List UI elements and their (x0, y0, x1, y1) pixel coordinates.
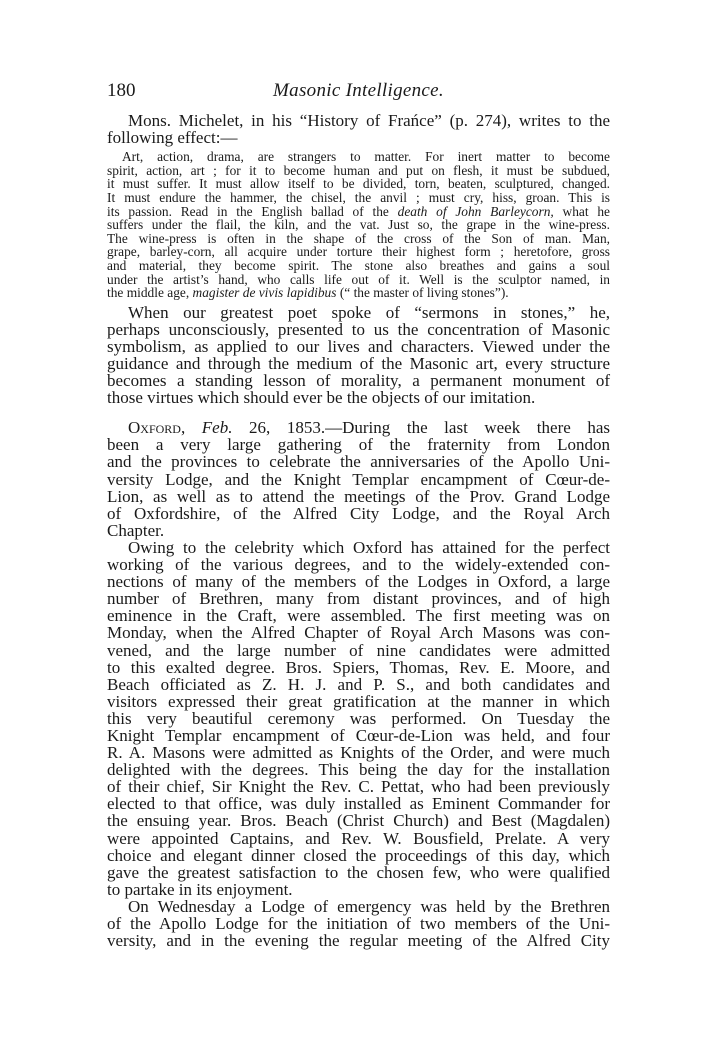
text-line: symbolism, as applied to our lives and characters. Viewed under the (107, 336, 610, 356)
text-line: following effect:— (107, 128, 238, 148)
text-line: On Wednesday a Lodge of emergency was held by the Brethren (128, 896, 610, 916)
text-line: Knight Templar encampment of Cœur-de-Lion was held, and four (107, 725, 610, 745)
page-header (107, 80, 610, 102)
latin-phrase: magister de vivis lapidibus (192, 285, 337, 301)
text-line: versity, and in the evening the regular meeting of the Alfred City (107, 931, 610, 951)
quote-line (107, 286, 610, 300)
block-quote (107, 150, 610, 300)
quote-line: grape, barley-corn, all acquire under torture their highest form ; heretofore, gross (107, 244, 610, 260)
quote-line: Art, action, drama, are strangers to matter. For inert matter to become (122, 149, 610, 165)
intro-paragraph (107, 112, 610, 146)
quote-line (107, 205, 610, 219)
quote-line: The wine-press is often in the shape of the cross of the Son of man. Man, (107, 230, 610, 246)
paragraph-wednesday (107, 898, 610, 949)
text-line: elected to that office, was duly installed as Eminent Commander for (107, 794, 610, 814)
text-line: Monday, when the Alfred Chapter of Royal Arch Masons was con- (107, 623, 610, 643)
text-line: eminence in the Craft, were assembled. The first meeting was on (107, 606, 610, 626)
text-line: to this exalted degree. Bros. Spiers, Thomas, Rev. E. Moore, and (107, 657, 610, 677)
text-line: those virtues which should ever be the objects of our imitation. (107, 388, 536, 408)
paragraph-oxford (107, 419, 610, 539)
text-line: the ensuing year. Bros. Beach (Christ Church) and Best (Magdalen) (107, 811, 610, 831)
text-line: guidance and through the medium of the Masonic art, every structure (107, 354, 610, 373)
quote-line: under the artist’s hand, who calls life out of it. Well is the sculptor named, in (107, 271, 610, 287)
text-line: versity Lodge, and the Knight Templar encampment of Cœur-de- (107, 469, 610, 489)
place-name: Oxford, (128, 418, 186, 438)
text-line: Beach officiated as Z. H. J. and P. S., and both candidates and (107, 674, 610, 694)
ballad-title: death of John Barleycorn, (397, 203, 554, 219)
text-line: visitors expressed their great gratification at the manner in which (107, 691, 610, 711)
text-line: choice and elegant dinner closed the proceedings of this day, which (107, 845, 610, 865)
quote-text: its passion. Read in the English ballad of the (107, 203, 398, 219)
date-month: Feb. (201, 418, 233, 438)
quote-text: the middle age, (107, 285, 193, 301)
quote-line: It must endure the hammer, the chisel, the anvil ; must cry, hiss, groan. This is (107, 189, 610, 205)
date-text: 26, 1853.—During the last week there has (232, 418, 611, 438)
quote-line: suffers under the flail, the kiln, and the vat. Just so, the grape in the wine-press. (107, 217, 610, 233)
text-line: vened, and the large number of nine candidates were admitted (107, 640, 610, 660)
text-line: Chapter. (107, 520, 165, 540)
text-line: of Oxfordshire, of the Alfred City Lodge, and the Royal Arch (107, 503, 610, 523)
text-line: Owing to the celebrity which Oxford has attained for the perfect (128, 537, 610, 557)
running-title: Masonic Intelligence. (273, 80, 444, 101)
text-line: R. A. Masons were admitted as Knights of the Order, and were much (107, 743, 610, 763)
text-line: of their chief, Sir Knight the Rev. C. Pettat, who had been previously (107, 777, 610, 797)
quote-line: spirit, action, art ; for it to become human and put on flesh, it must be subdued, (107, 162, 610, 178)
text-line: of the Apollo Lodge for the initiation of two members of the Uni- (107, 914, 610, 933)
text-line: gave the greatest satisfaction to the chosen few, who were qualified (107, 862, 610, 882)
text-line: When our greatest poet spoke of “sermons in stones,” he, (128, 302, 610, 322)
text-line: been a very large gathering of the fraternity from London (107, 435, 610, 455)
quote-text: (“ the master of living stones”). (336, 285, 509, 301)
text-line: and the provinces to celebrate the anniversaries of the Apollo Uni- (107, 452, 610, 472)
text-line: number of Brethren, many from distant provinces, and of high (107, 589, 610, 609)
quote-text: what he (553, 203, 610, 219)
text-line: to partake in its enjoyment. (107, 879, 293, 899)
text-line: Mons. Michelet, in his “History of Frańce” (p. 274), writes to the (128, 111, 610, 130)
text-line: working of the various degrees, and to the widely-extended con- (107, 555, 610, 575)
text-line: nections of many of the members of the Lodges in Oxford, a large (107, 572, 610, 592)
quote-line: it must suffer. It must allow itself to be divided, torn, beaten, sculptured, changed. (107, 176, 610, 192)
text-line: perhaps unconsciously, presented to us the concentration of Masonic (107, 319, 610, 339)
text-line: Lion, as well as to attend the meetings of the Prov. Grand Lodge (107, 486, 610, 506)
text-line: becomes a standing lesson of morality, a permanent monument of (107, 371, 610, 391)
paragraph-owing (107, 539, 610, 898)
quote-line: and material, they become spirit. The stone also breathes and gains a soul (107, 257, 610, 273)
page-number: 180 (107, 80, 136, 101)
page (107, 0, 610, 989)
text-line: delighted with the degrees. This being the day for the installation (107, 760, 610, 780)
paragraph-sermons (107, 304, 610, 407)
text-line: this very beautiful ceremony was performed. On Tuesday the (107, 708, 610, 728)
text-line (107, 419, 610, 436)
text-line: were appointed Captains, and Rev. W. Bousfield, Prelate. A very (107, 828, 610, 848)
